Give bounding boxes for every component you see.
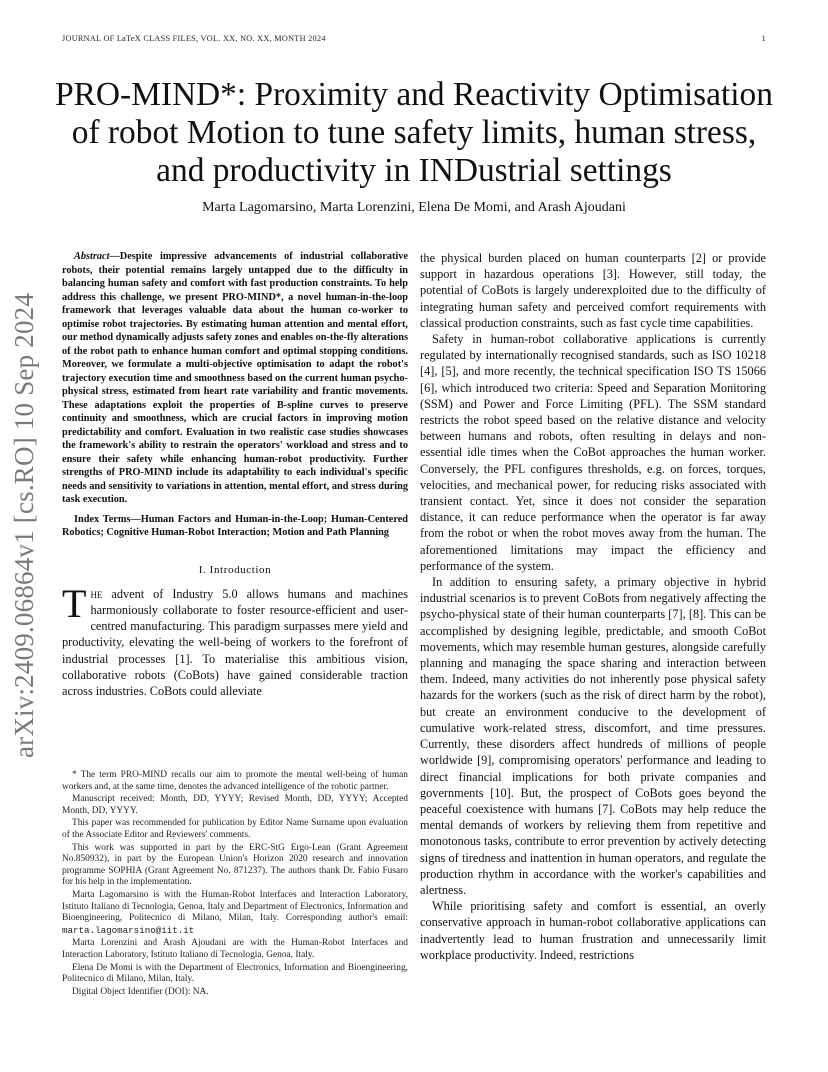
footnotes [62,770,408,999]
abstract-label: Abstract [74,251,110,262]
footnote-affiliation-1-text: Marta Lagomarsino is with the Human-Robot Interfaces and Interaction Laboratory, Istituto Italiano di Tecnologia, Genoa, Italy and Department of Electronics, Information and Bioengineering, Politecnico di Milano, Milan, Italy. Corresponding author's email: [62,889,408,924]
right-column [420,250,766,963]
title-line-3: and productivity in INDustrial settings [156,152,672,189]
page-number: 1 [761,34,766,43]
footnote-affiliation-3: Elena De Momi is with the Department of Electronics, Information and Bioengineering, Politecnico di Milano, Milan, Italy. [62,962,408,985]
footnote-funding: This work was supported in part by the ERC-StG Ergo-Lean (Grant Agreement No.850932), in part by the European Union's Horizon 2020 research and innovation programme SOPHIA (Grant Agreement No. 871237). The authors thank Dr. Fabio Fusaro for his help in the implementation. [62,842,408,888]
body-paragraph-4: While prioritising safety and comfort is essential, an overly conservative approach in human-robot collaborative applications can inadvertently lead to human frustration and unnecessarily limit workplace productivity. Indeed, restrictions [420,899,766,962]
intro-text: advent of Industry 5.0 allows humans and machines harmoniously collaborate to foster resource-efficient and user-centred manufacturing. This paradigm surpasses mere yield and productivity, elevating the well-being of workers to the forefront of industrial processes [1]. To materialise this ambitious vision, collaborative robots (CoBots) have gained considerable traction across industries. CoBots could alleviate [62,586,408,698]
section-heading-introduction: I. Introduction [198,563,272,576]
author-list: Marta Lagomarsino, Marta Lorenzini, Elena De Momi, and Arash Ajoudani [202,200,626,215]
intro-paragraph [62,580,408,699]
paper-title [54,76,774,190]
index-terms-label: Index Terms [74,513,131,525]
abstract-text: —Despite impressive advancements of industrial collaborative robots, their potential remains largely untapped due to the difficulty in balancing human safety and comfort with fast production constraints. To help address this challenge, we present PRO-MIND*, a novel human-in-the-loop framework that leverages valuable data about the human co-worker to optimise robot trajectories. By estimating human attention and mental effort, our method dynamically adjusts safety zones and enables on-the-fly alterations of the robot path to enhance human comfort and optimal stopping conditions. Moreover, we formulate a multi-objective optimisation to adapt the robot's trajectory execution time and smoothness based on the current human psycho-physical stress, estimated from heart rate variability and frantic movements. These adaptations exploit the properties of B-spline curves to preserve continuity and smoothness, which are crucial factors in improving motion predictability and comfort. Evaluation in two realistic case studies showcases the framework's ability to restrain the operators' workload and stress and to ensure their safety while enhancing human-robot productivity. Further strengths of PRO-MIND include its adaptability to each individual's specific needs and sensitivity to variations in attention, mental effort, and stress during task execution. [62,251,408,505]
corresponding-email[interactable]: marta.lagomarsino@iit.it [62,924,195,936]
footnote-editor: This paper was recommended for publication by Editor Name Surname upon evaluation of the Associate Editor and Reviewers' comments. [62,818,408,840]
footnote-affiliation-2: Marta Lorenzini and Arash Ajoudani are with the Human-Robot Interfaces and Interaction Laboratory, Istituto Italiano di Tecnologia, Genoa, Italy. [62,938,408,960]
running-header [62,34,766,43]
title-line-1: PRO-MIND*: Proximity and Reactivity Optimisation [55,76,773,113]
footnote-doi: Digital Object Identifier (DOI): NA. [72,986,209,997]
body-paragraph-3: In addition to ensuring safety, a primary objective in hybrid industrial scenarios is to prevent CoBots from negatively affecting the psycho-physical state of their human counterparts [7], [8]. This can be accomplished by designing legible, predictable, and smooth CoBot movements, which may resemble human gestures, alongside carefully planning and managing the space sharing and interaction between them. Indeed, many activities do not inherently pose physical safety hazards for the workers (such as the risk of direct harm by the robot), but create an environment conducive to the development of cumulative work-related stress, discomfort, and time pressures. Currently, these disorders affect hundreds of millions of people worldwide [9], compromising operators' performance and leading to direct financial implications for both private companies and governments [10]. But, the prospect of CoBots goes beyond the peaceful coexistence with humans [7]. CoBots may help reduce the mental demands of workers by relieving them from repetitive and monotonous tasks, contribute to error prevention by actively detecting signs of tiredness and inattention in human operators, and regulate the production rhythm in accordance with the worker's capabilities and alertness. [420,575,766,897]
index-terms [62,513,408,540]
arxiv-identifier[interactable]: arXiv:2409.06864v1 [cs.RO] 10 Sep 2024 [9,292,39,758]
footnote-affiliation-1 [62,890,408,937]
title-line-2: of robot Motion to tune safety limits, human stress, [71,114,757,151]
body-paragraph-2: Safety in human-robot collaborative applications is currently regulated by internationally recognised standards, such as ISO 10218 [4], [5], and more recently, the technical specification ISO TS 15066 [6], which introduced two criteria: Speed and Separation Monitoring (SSM) and Power and Force Limiting (PFL). The SSM standard restricts the robot speed based on the relative distance and velocity between humans and robots, often resulting in delays and non-essential idle times when the CoBot approaches the human worker. Conversely, the PFL configures thresholds, e.g. on forces, torques, velocities, and mechanical power, for reducing risks associated with transient contact. Yet, since it does not consider the separation distance, it can reduce performance when the operator is far away from the robot or when the robot moves away from the human. The aforementioned limitations may impact the efficiency and performance of the system. [420,332,766,573]
journal-name: JOURNAL OF LaTeX CLASS FILES, VOL. XX, NO. XX, MONTH 2024 [62,34,326,43]
intro-first-word: he [90,586,103,601]
body-paragraph-1: the physical burden placed on human counterparts [2] or provide support in hazardous operations [3]. However, still today, the potential of CoBots is largely underexploited due to the difficulty of integrating human safety and perceived comfort requirements with classical production constraints, such as fast cycle time capabilities. [420,251,766,330]
footnote-pro-mind: * The term PRO-MIND recalls our aim to promote the mental well-being of human workers and, at the same time, denotes the advanced intelligence of the robotic partner. [62,770,408,792]
drop-cap: T [62,580,87,626]
footnote-manuscript: Manuscript received: Month, DD, YYYY; Revised Month, DD, YYYY; Accepted Month, DD, YYYY. [62,794,408,816]
left-column [62,250,408,699]
index-terms-text: —Human Factors and Human-in-the-Loop; Human-Centered Robotics; Cognitive Human-Robot Interaction; Motion and Path Planning [62,513,408,538]
abstract [62,250,408,507]
